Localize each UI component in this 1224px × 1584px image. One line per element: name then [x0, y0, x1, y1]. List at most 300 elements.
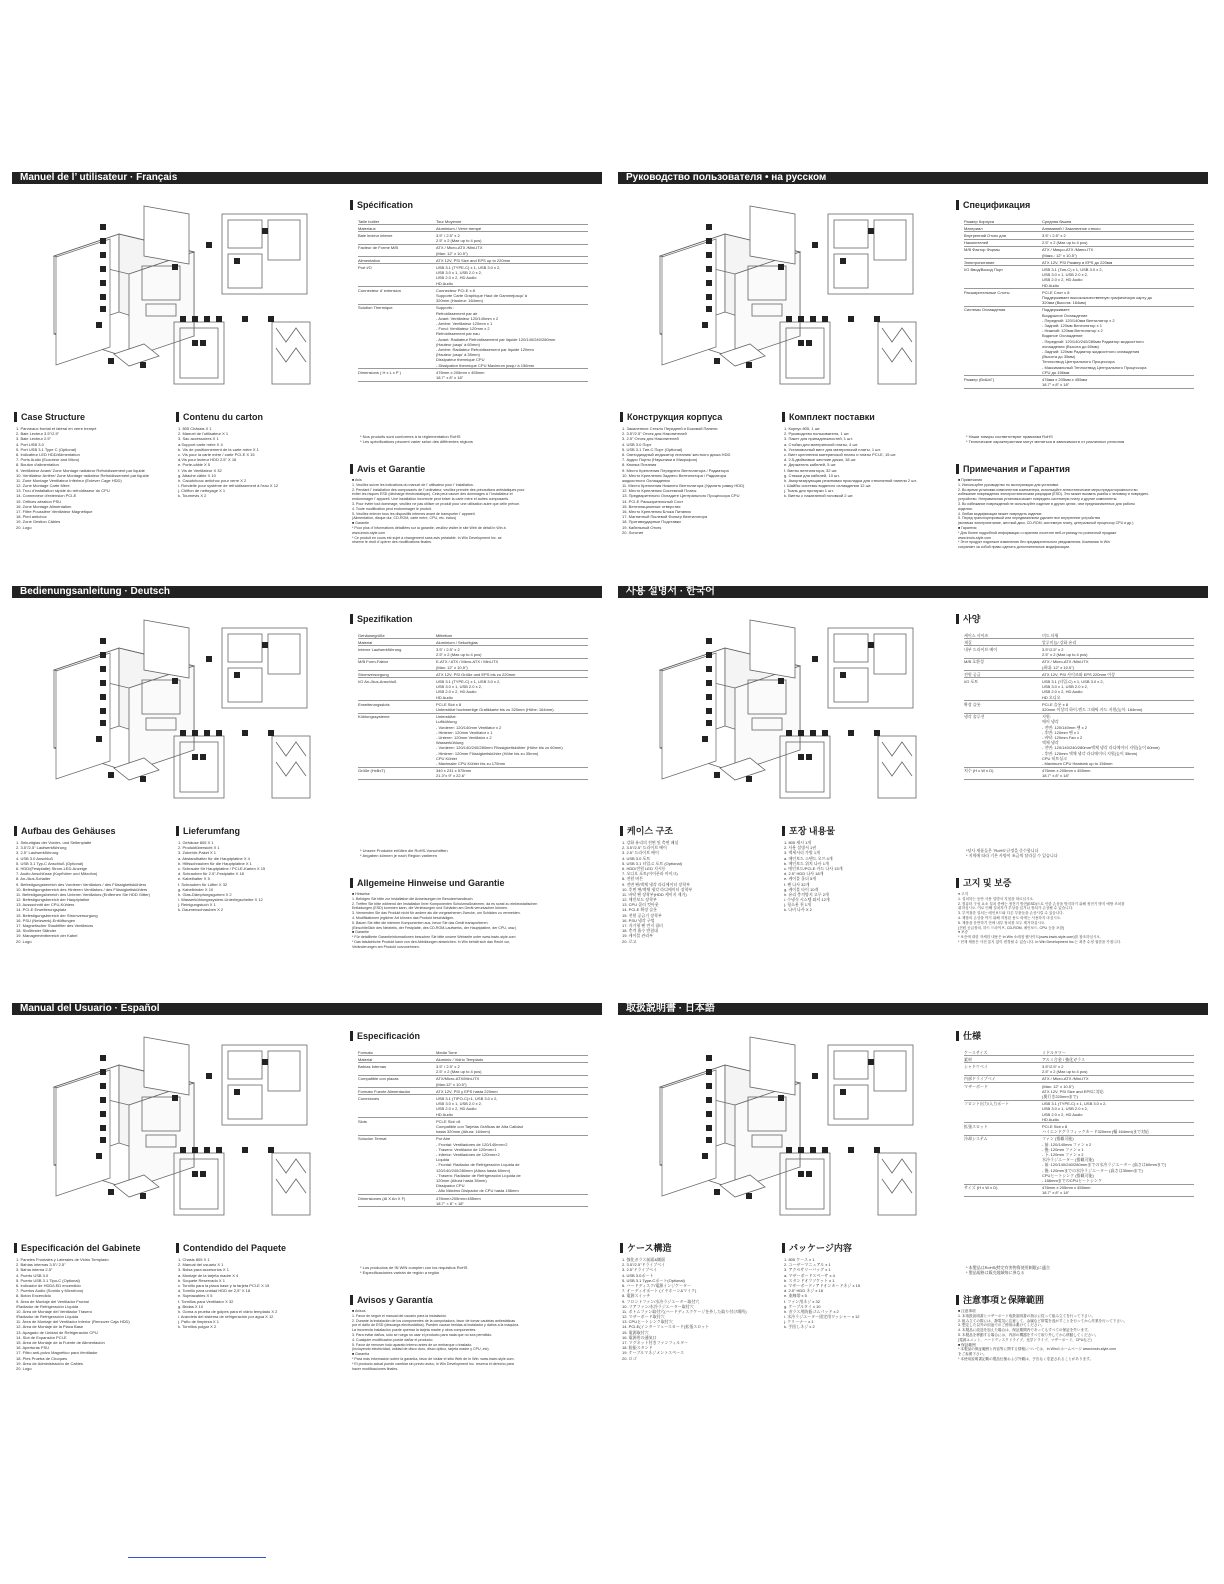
warranty-line: ■ 保証範囲 [958, 1342, 976, 1347]
list-item: i. Шайбы системы водяного охлаждения 12 шт. [784, 483, 872, 489]
spec-value-line: - Arrière: Ventilateur 120mm x 1 [436, 320, 493, 326]
list-item: 18. Pies Prueba de Choques [16, 1355, 68, 1361]
list-item: 18. Pied antichoc [16, 514, 47, 520]
case-structure-list [16, 1257, 166, 1407]
warranty-line: hacer modificaciones finales. [352, 1366, 399, 1371]
list-item: 3. 2.5" Отсек для Накопителей [622, 436, 679, 442]
spec-value-line: - Frontal: Radiador de Refrigeración Líquida de [436, 1162, 520, 1168]
spec-row [358, 1095, 588, 1118]
specification-heading: Spécification [350, 200, 413, 210]
list-item: e. Sujetacables X 5 [178, 1293, 213, 1299]
list-item: 13. CPU 쿨러 컷아웃 [622, 902, 659, 908]
spec-key: Baie lecteur interne [358, 232, 393, 238]
list-item: e. 束線帯 x 5 [784, 1293, 807, 1299]
spec-value [1042, 1084, 1104, 1100]
spec-note: * 製品規格は販売地域毎に異なる [966, 1270, 1025, 1276]
warranty-line: 2. 組み立ての際には、静電気に注意して、金属など帯電を逃がすことを行ってから作業を行って下さい。 [958, 1318, 1128, 1323]
list-item: f. Schrauben für Lüfter X 32 [178, 881, 228, 887]
spec-key: Slots [358, 1118, 367, 1124]
spec-row [358, 1063, 588, 1075]
spec-value-line: - Fond: Ventilateur 120mm x 2 [436, 326, 490, 332]
warranty-line: Veränderungen am Produkt vorzunehmen. [352, 944, 420, 949]
spec-value-line: 지원: [1042, 714, 1051, 720]
spec-value-line: USB 3.0 x 1, USB 2.0 x 2, [436, 1101, 483, 1107]
spec-key: Alimentation [358, 257, 381, 263]
list-item: 19. Managementbereich der Kabel [16, 933, 78, 939]
spec-note: * 本製品はRoHS(特定有害物質使用制限)に適合 [966, 1265, 1051, 1270]
warranty-text [352, 1309, 588, 1371]
spec-value-line: 2.5" x 2 (Max up to 4 pcs) [1042, 1069, 1088, 1075]
list-item: 10. 후면 팬/액체 냉각 라디에이터 장착부 [622, 886, 693, 892]
list-item: 4. USB 3.0 Порт [622, 441, 652, 447]
list-item: 2. Bahías internas 3.5"/ 2.5" [16, 1262, 66, 1268]
spec-value-line: USB 3.1 (TYPE-C) x 1, USB 3.0 x 2, [436, 678, 501, 684]
list-item: 1. 805 ケース x 1 [784, 1257, 815, 1262]
list-item: 12. Zone Montage Carte Mère [16, 483, 70, 489]
case-structure-list [622, 840, 772, 990]
warranty-line: (включая электропитание, жесткий диск, CD-ROM, системную плату, центральный процессор CPU и др.) [958, 521, 1134, 526]
spec-key: Внутренний Отсек для [964, 232, 1006, 238]
warranty-line: 2. 컴퓨터 구성 요소 설치 중에는 정전기 방전(ESD)으로 인한 손상을 방지하기 위해 정전기 방지 예방 조치를 [958, 901, 1125, 906]
spec-value [1042, 1136, 1166, 1183]
list-item: 16. PSU (Netzwerk)-Entlüftungen [16, 917, 76, 923]
spec-value-line: ATX 12V, PSI Размер и EPS до 220мм [1042, 259, 1113, 265]
spec-value-line: E-ATX / ATX / Micro-ATX / Mini-ITX [436, 659, 499, 665]
list-item: 2. 3.5"/2.5" 드라이브 베이 [622, 845, 667, 851]
spec-notes [360, 1265, 588, 1276]
spec-value [436, 258, 510, 263]
list-item: 3. Пакет для принадлежностей, 1 шт. [784, 436, 853, 442]
list-item: 7. Audio Anschlüsse (Kopfhörer und Mikrofon) [16, 871, 98, 877]
list-item: g. Attache câble X 10 [178, 472, 216, 478]
warranty-line: * Для более подробной информации о гарантии посетите веб-страницу по розничной продаже [958, 530, 1117, 535]
spec-value-line: CPU Kühler [436, 755, 458, 761]
spec-value-line: (Макс.: 12" x 10.5") [1042, 252, 1077, 258]
warranty-heading: Allgemeine Hinweise und Garantie [350, 878, 505, 888]
warranty-heading: Avis et Garantie [350, 464, 425, 474]
warranty-text [352, 892, 588, 950]
case-structure-heading: Aufbau des Gehäuses [14, 826, 116, 836]
spec-notes [966, 1265, 1194, 1276]
list-item: 10. Área de Montaje del Ventilador Trasero [16, 1308, 93, 1314]
spec-key: 拡張スロット [964, 1123, 988, 1129]
list-item: 9. 전면 팬/액체 냉각 라디에이터 장착부 [622, 881, 690, 887]
spec-key: 전원 공급 [964, 671, 981, 677]
spec-value-line: Luftkühlung [436, 719, 457, 725]
list-item: 1. Закаленное Стекло Передней и Боковой Панели [622, 426, 718, 431]
list-item: 3. アクセサリーバッグ x 1 [784, 1267, 831, 1273]
spec-value [436, 1064, 481, 1074]
spec-value [436, 288, 527, 304]
list-item: 5. USB 3.1 타입-C 포트 (Optional) [622, 860, 682, 866]
manual-panel-ja [618, 1003, 1208, 1408]
list-item: d. 2.5" HDD 나사 18개 [784, 871, 824, 877]
spec-value-line: アルミ合金 / 強化ガラス [1042, 1056, 1086, 1062]
manual-panel-es [12, 1003, 602, 1408]
spec-note: * Nos produits sont conformes à la réglementation RoHS [360, 434, 461, 439]
package-contents-list [784, 426, 934, 576]
list-item: 8. Кнопка Питания [622, 462, 657, 468]
list-item: b. スタンドオフソケット x 1 [784, 1277, 835, 1283]
spec-row [964, 671, 1194, 678]
spec-value-line: ATX 12V, PSI 사이즈와 EPS 220mm 이상 [1042, 671, 1115, 677]
case-structure-heading: 케이스 구조 [620, 826, 673, 836]
list-item: 19. Кабельный Отсек [622, 524, 662, 530]
spec-value-line: (Hauteur jusqu’ à 35mm) [436, 352, 480, 358]
warranty-line: 3. Во избежание повреждений не используйте изделие в других целях, чем предназначенных для работы [958, 501, 1135, 506]
list-item: 9. Befestigungsbereich des Vorderen Ventilators / des Flüssigkeitskühlers [16, 881, 147, 887]
list-item: i. 수냉식 시스템 와셔 12개 [784, 897, 830, 903]
list-item: 2. ユーザーマニュアル x 1 [784, 1262, 831, 1268]
spec-value-line: Líquida [436, 1157, 450, 1163]
spec-value-line: - Dissipation thermique CPU Maximum jusqu’ à 156mm [436, 362, 535, 368]
list-item: 8. Botón Encendido [16, 1293, 51, 1299]
package-contents-heading: Комплект поставки [782, 412, 875, 422]
spec-value-line: - Inferior: Ventiladores de 120mm×2 [436, 1151, 500, 1157]
spec-note: * Los productos de IN WIN cumplen con los requisitos RoHS [360, 1265, 468, 1270]
spec-value-line: USB 3.1 (Тип-С) х 1, USB 3.0 х 2, [1042, 266, 1103, 272]
spec-row [964, 646, 1194, 658]
list-item: 2. 3.5"/2.5" Отсек для Накопителей [622, 431, 687, 437]
list-item: h. ガラス用防振ゴムパッド x 2 [784, 1308, 839, 1314]
warranty-line: ■ Avis [352, 478, 362, 482]
spec-value [1042, 307, 1147, 375]
spec-value [1042, 659, 1089, 669]
spec-value [436, 265, 500, 286]
warranty-line: 2. Treffen Sie bitte während der Installation Ihrer Komponenten Schutzmaßnahmen, da es sonst zu elektrostatischen [352, 901, 538, 906]
spec-value [436, 1089, 498, 1094]
spec-value [436, 1119, 523, 1135]
spec-value-line: Поддерживает: [1042, 307, 1071, 313]
spec-value [1042, 672, 1115, 677]
warranty-text [958, 892, 1194, 945]
spec-note: * Les spécifications peuvent varier selon des différentes régions [360, 439, 473, 445]
case-diagram-icon [630, 194, 926, 394]
warranty-line: * 현재 제품은 사전 통지 없이 변경될 수 있습니다. In Win Development Inc.는 최종 수정 권한을 가집니다. [958, 939, 1122, 944]
spec-key: Material [358, 1056, 373, 1062]
spec-value-line: - 後: 120mm ファン x 1 [1042, 1146, 1084, 1152]
warranty-line: La incorrecta instalación puede quemar la tarjeta madre y otros componentes. [352, 1328, 477, 1333]
warranty-line: 4. Любая модификация может повредить изделие. [958, 511, 1043, 516]
list-item: 14. PCI-E Erweiterungsplatz [16, 907, 67, 913]
spec-notes [966, 848, 1194, 859]
list-item: 14. Connecteur d'extension PCI-E [16, 493, 77, 499]
warranty-line: 1. Veuillez suivre les indications du manuel de l’ utilisateur pour l’ installation. [352, 482, 474, 487]
spec-value-line: (Hauteur jusqu’ à 60mm) [436, 341, 480, 347]
list-item: 20. Logo [16, 938, 32, 944]
list-item: 2. Manual del usuario X 1 [178, 1262, 224, 1268]
spec-value [436, 1136, 521, 1193]
warranty-line: www.inwin-style.com [352, 530, 386, 535]
spec-value [1042, 714, 1160, 766]
list-item: 4. Puerto USB 3.0 [16, 1272, 49, 1278]
list-item: 12. Место Крепления Системной Платы [622, 488, 697, 494]
list-item: j. Ткань для протирки 1 шт. [784, 488, 834, 494]
list-item: 8. 電源スイッチ [622, 1293, 651, 1299]
spec-value-line: ATX / Micro-ATX /Mini-ITX [1042, 1076, 1089, 1082]
case-structure-heading: Конструкция корпуса [620, 412, 722, 422]
spec-value-line: - Максимальный Теплоотвод Центрального Процессора [1042, 364, 1147, 370]
spec-value [436, 714, 563, 766]
manual-panel-de [12, 586, 602, 991]
list-item: 1. 805 섀시 1개 [784, 840, 812, 845]
warranty-line: www.inwin-style.com [958, 535, 992, 540]
spec-row [964, 218, 1194, 225]
package-contents-heading: Lieferumfang [176, 826, 240, 836]
list-item: 12. 메인보드 장착부 [622, 897, 657, 903]
warranty-line: 3. Pour éviter tout dommage, veuillez ne pas utiliser ce produit pour une utilisation autre que celle prévue. [352, 501, 521, 506]
spec-value-line: - Hinterer: 120mm Ventilator x 1 [436, 729, 493, 735]
warranty-line: изделия. [958, 506, 973, 511]
spec-value-line: USB 3.0 x 1, USB 2.0 x 2, [1042, 1106, 1089, 1112]
list-item: 13. Trou d'installation rapide du refroidisseur du CPU [16, 488, 110, 494]
list-item: k. Винты с накатанной головкой 2 шт. [784, 493, 854, 499]
spec-value-line: 2.5" x 2 (Max up to 4 pcs) [436, 652, 482, 658]
list-item: c. Vis pour la carte mère / carte PCI-E X 15 [178, 451, 255, 457]
spec-key: 冷却システム [964, 1136, 988, 1142]
spec-value [436, 305, 555, 367]
section-banner: Bedienungsanleitung · Deutsch [12, 586, 602, 598]
specification-heading: 사양 [956, 614, 980, 624]
warranty-line: * Этот продукт подлежит изменению без предварительного уведомления. Компания In Win [958, 540, 1110, 545]
package-contents-list [784, 1257, 934, 1407]
footer-link-line [128, 1557, 266, 1558]
spec-key: 치수 (H x W x D) [964, 768, 994, 774]
list-item: 2. Manuel de l'utilisateur X 1 [178, 431, 229, 437]
spec-row [964, 1056, 1194, 1063]
spec-row [358, 369, 588, 381]
list-item: 11. ボトムファン取付穴(ハードディスクケージを外した取り付け場所) [622, 1308, 747, 1314]
warranty-line: 4. Cualquier modificación puede dañar el producto. [352, 1337, 434, 1342]
spec-value-line: - Maximaler CPU Kühler bis zu 175mm [436, 760, 506, 766]
list-item: d. Schrauben für 2.5"-Festplatte X 18 [178, 871, 244, 877]
spec-value [436, 647, 481, 657]
spec-value-line: Unterstützt: [436, 714, 457, 720]
list-item: c. マザーボード / アドオンカードネジ x 15 [784, 1282, 861, 1288]
spec-value [1042, 679, 1104, 700]
spec-key: 재질 [964, 639, 972, 645]
spec-row [358, 646, 588, 658]
spec-value-line: PCI-E 슬롯 x 8 [1042, 701, 1068, 707]
spec-key: Solution Thermique [358, 305, 393, 311]
spec-value-line: - Avant: Ventilateur 120/140mm x 2 [436, 315, 499, 321]
list-item: /Radiador de Refrigeración Líquida [16, 1314, 79, 1320]
list-item: f. Tornillos para Ventilador X 32 [178, 1298, 234, 1304]
list-item: f. Vis de Ventilateur X 32 [178, 467, 222, 473]
warranty-line: 4. Modifikationen jeglicher Art können das Produkt beschädigen. [352, 915, 455, 920]
warranty-line: Entladungen (ESD) kommen kann, die Verletzungen und Schäden am Gerät verursachen können. [352, 906, 509, 911]
warranty-line: 5. Перед транспортировкой или передвижением удалите все внутренние устройства [958, 516, 1100, 521]
spec-row [964, 1185, 1194, 1197]
list-item: 2. 3.5"/2.5"ドライブベイ [622, 1262, 666, 1268]
warranty-line: ■ Garantie [352, 521, 369, 526]
warranty-line: (Incluyendo electricidad, unidad de disco duro, disco óptico, tarjeta madre y CPU, etc) [352, 1347, 489, 1352]
warranty-line: * Pour plus d’ informations détaillées sur la garantie, veuillez visiter le site Web de détail In Win à [352, 525, 506, 530]
spec-value-line: Supporte Carte Graphique Haut de Gammejusqu’ à [436, 292, 528, 298]
spec-key: Размер (ВxШxГ) [964, 376, 995, 382]
list-item: 19. 케이블 관리부 [622, 933, 653, 939]
spec-value-line: USB 3.0 х 1, USB 2.0 х 2, [1042, 272, 1089, 278]
list-item: 7. Ports Audio (Ecouteur and Micro) [16, 457, 80, 463]
warranty-line: 5. 제품을 운반하기 전에 내부 장치를 모두 제거하십시오. [958, 920, 1046, 925]
spec-value-line: - Avant: Radiateur Refroidissement par liquide 120/140/240/280mm [436, 336, 556, 342]
spec-key: Taille boitier [358, 218, 380, 224]
list-item: h. Glas-Dämpfungsgummi X 2 [178, 891, 232, 897]
spec-note: * Наши товары соответствуют правилам RoHS [966, 434, 1053, 439]
spec-value-line: - 전면: 120/140mm 팬 x 2 [1042, 724, 1087, 730]
spec-value [436, 768, 471, 778]
spec-value [1042, 226, 1101, 231]
list-item: 18. 충격 흡수 받침대 [622, 928, 658, 934]
spec-value-line: 476mm x 205mm x 455mm [436, 369, 485, 375]
spec-note: * Especificaciones varirán de región a región [360, 1270, 440, 1276]
case-diagram-icon [24, 608, 320, 808]
warranty-line: 1. Используйте руководство по эксплуатации для установки. [958, 482, 1060, 487]
case-diagram-icon [630, 1025, 926, 1225]
spec-value-line: 18.7" × 8" × 18" [436, 1200, 464, 1206]
list-item: 7. Аудио Порты (Наушники и Микрофон) [622, 457, 698, 463]
case-diagram-icon [24, 194, 320, 394]
spec-row [964, 714, 1194, 768]
spec-row [358, 287, 588, 305]
spec-key: Solución Termal [358, 1136, 387, 1142]
list-item: 19. Zone Gestion Câbles [16, 519, 61, 525]
list-item: а. Стойки для материнской платы, 4 шт. [784, 441, 859, 447]
spec-value-line: USB 2.0 x 2, HD Audio [436, 689, 477, 695]
list-item: жидкостного Охлаждения [622, 477, 670, 483]
spec-value [1042, 377, 1087, 387]
spec-value-line: Tour Moyenne [436, 218, 462, 224]
spec-row [358, 245, 588, 257]
spec-value-line: Refroidissement par air [436, 310, 478, 316]
spec-row [358, 232, 588, 244]
spec-value-line: 320mm 이상의 하이-엔드 그래픽 카드 지원(높이: 164mm) [1042, 706, 1143, 712]
warranty-line: 4. 제품의 손상을 막기 위해 지정된 용도 외에는 사용하지 마십시오. [958, 915, 1062, 920]
spec-value [436, 679, 500, 700]
spec-value-line: 미드 타워 [1042, 632, 1059, 638]
list-item: 3. 2.5"ドライブベイ [622, 1267, 658, 1273]
list-item: 13. Apagado de Unidad de Refrigeración CPU [16, 1329, 98, 1335]
spec-note: * 지역에 따라 기본 사양이 조금씩 달라질 수 있습니다 [966, 853, 1058, 859]
spec-row [964, 1136, 1194, 1185]
spec-row [964, 1083, 1194, 1101]
spec-value-line: CPU 히트싱크 [1042, 755, 1068, 761]
spec-key: サイズ (H x W x D) [964, 1185, 998, 1191]
spec-value-line: 476mm x 205mm x 455mm [1042, 1185, 1091, 1191]
spec-value-line: 2.5" x 2 (Max up to 4 pcs) [436, 1069, 482, 1075]
package-contents-heading: パッケージ内容 [782, 1243, 852, 1253]
spec-value-line: ファン (搭載可能) [1042, 1136, 1074, 1142]
spec-row [358, 639, 588, 646]
spec-value-line: Водяное Охлаждение [1042, 333, 1083, 339]
spec-value-line: - Передний: 120/140мм Вентилятор х 2 [1042, 317, 1115, 323]
section-banner: Manuel de l’ utilisateur · Français [12, 172, 602, 184]
list-item: 13. CPUヒートシンク取付穴 [622, 1319, 673, 1325]
list-item: 2. Руководство пользователя, 1 шт. [784, 431, 850, 437]
list-item: j. Chiffon de nettoyage X 1 [178, 488, 226, 494]
spec-key: Kühlungssysteme [358, 714, 390, 720]
list-item: 3. 2.5" 드라이브 베이 [622, 850, 659, 856]
spec-value-line: 120mm (Altura hasta 35mm) [436, 1177, 487, 1183]
spec-value-line: PCI-E Slot ×8 [436, 1118, 461, 1124]
list-item: 5. Puerto USB 3.1 Tipo-C (Optional) [16, 1277, 80, 1283]
spec-value [436, 1076, 479, 1086]
spec-value-line: - Задний: 120мм Радиатор жидкостного охлаждения [1042, 348, 1140, 354]
spec-value-line: - 下: 120mm ファン x 2 [1042, 1151, 1084, 1157]
warranty-line: endommager l’ appareil. Une installation incorrecte peut briser la carte mère et autres composants. [352, 497, 510, 502]
list-item: 12. マザーボード取付穴 [622, 1314, 665, 1320]
spec-row [358, 305, 588, 369]
list-item: a. Abstandhalter für die Hauptplatine X 4 [178, 855, 250, 861]
list-item: 1. Chasis 805 X 1 [178, 1257, 210, 1262]
list-item: j. Paño de limpieza X 1 [178, 1319, 219, 1325]
spec-value-line: ATX/Micro-ATX/Mini-ITX [436, 1076, 480, 1082]
list-item: 17. Magnetischer Staubfilter des Ventilators [16, 923, 94, 928]
spec-value [1042, 1050, 1066, 1055]
spec-key: Размер Корпуса [964, 218, 994, 224]
spec-key: Bahías Internas [358, 1063, 387, 1069]
spec-value-line: Mitteltum [436, 632, 453, 638]
spec-value-line: HD Audio [436, 1111, 453, 1117]
spec-value [1042, 219, 1071, 224]
list-item: 6. HDD/(Festplatte) Strom-LED-Anzeige [16, 865, 88, 871]
spec-value-line: - 후면: 120mm 팬 x 1 [1042, 729, 1080, 735]
spec-value [436, 1096, 497, 1117]
list-item: f. ファン用ネジ x 32 [784, 1298, 820, 1304]
spec-value-line: - Trasero: Radiador de Refrigeración Líquida de [436, 1172, 521, 1178]
warranty-line: ● 고지 [958, 892, 969, 896]
specification-heading: Especificación [350, 1031, 420, 1041]
warranty-text [958, 1309, 1194, 1362]
warranty-line: 2. Durante la instalación de los componentes de la computadora, favor de tomar cautelas antiestáticas [352, 1318, 516, 1323]
warranty-line: ■ Hinweise [352, 892, 370, 896]
spec-value-line: 476мм x 205мм x 455мм [1042, 376, 1087, 382]
spec-key: 内部ドライブベイ [964, 1076, 996, 1082]
spec-value [1042, 267, 1103, 288]
list-item: j. Reinigungstuch X 1 [178, 902, 216, 908]
list-item: 17. Filtre Poussière Ventilateur Magnétique [16, 509, 93, 514]
list-item: k. Tornillos pulgar X 2 [178, 1324, 217, 1330]
warranty-line: 1. 설치하는 동안 사용 설명서 지침을 따르십시오. [958, 896, 1034, 901]
spec-key: 확장 슬롯 [964, 701, 981, 707]
spec-key: M/B 호환성 [964, 659, 984, 665]
warranty-line: * Ce produit en cours est sujet à changement sans avis préalable. In Win Development Inc. se [352, 535, 502, 540]
spec-row [358, 768, 588, 780]
spec-value-line: - 156mmまでのCPUヒートシンク [1042, 1177, 1102, 1183]
list-item: 13. Aussschnitt der CPU-Kühlers [16, 902, 75, 908]
warranty-line: 1. 本取扱説明書とマザーボード取扱説明書の指示に従って組み立てを行って下さい。 [958, 1313, 1095, 1318]
list-item: d. 2.5-дюймовые жесткие диски, 18 шт. [784, 457, 857, 463]
list-item: 14. Slot de Expansión PCI-E [16, 1334, 67, 1340]
spec-value [436, 245, 483, 255]
spec-row [964, 678, 1194, 701]
spec-key: Erweiterungsslots [358, 701, 390, 707]
spec-key: Материал [964, 225, 983, 231]
spec-row [964, 225, 1194, 232]
list-item: e. 케이블 홀더 5개 [784, 876, 817, 882]
warranty-line: ■ 注意事項 [958, 1309, 976, 1313]
warranty-line: 5. Veuillez enlever tous les dispositifs internes avant de transporter l’ appareil. [352, 511, 476, 516]
list-item: i. Arandela del sistema de refrigeración por agua X 12 [178, 1314, 274, 1320]
spec-key: Interne Laufwerkführung [358, 646, 402, 652]
spec-value-line: (Max: 12" x 10.5") [436, 664, 468, 670]
warranty-line: ■ Garantie [352, 930, 369, 935]
spec-value-line: USB 3.0 x 1, USB 2.0 x 2, [1042, 684, 1089, 690]
list-item: с. Винт крепления материнской платы и платы PCI-E, 15 шт. [784, 451, 897, 457]
list-item: 17. 자기형 팬 먼지 필터 [622, 923, 663, 928]
warranty-line: 3. Para evitar daños, sólo se ruega no usar el producto para nada que no sea permitido. [352, 1332, 493, 1337]
spec-value-line: ミドルタワー [1042, 1049, 1066, 1055]
